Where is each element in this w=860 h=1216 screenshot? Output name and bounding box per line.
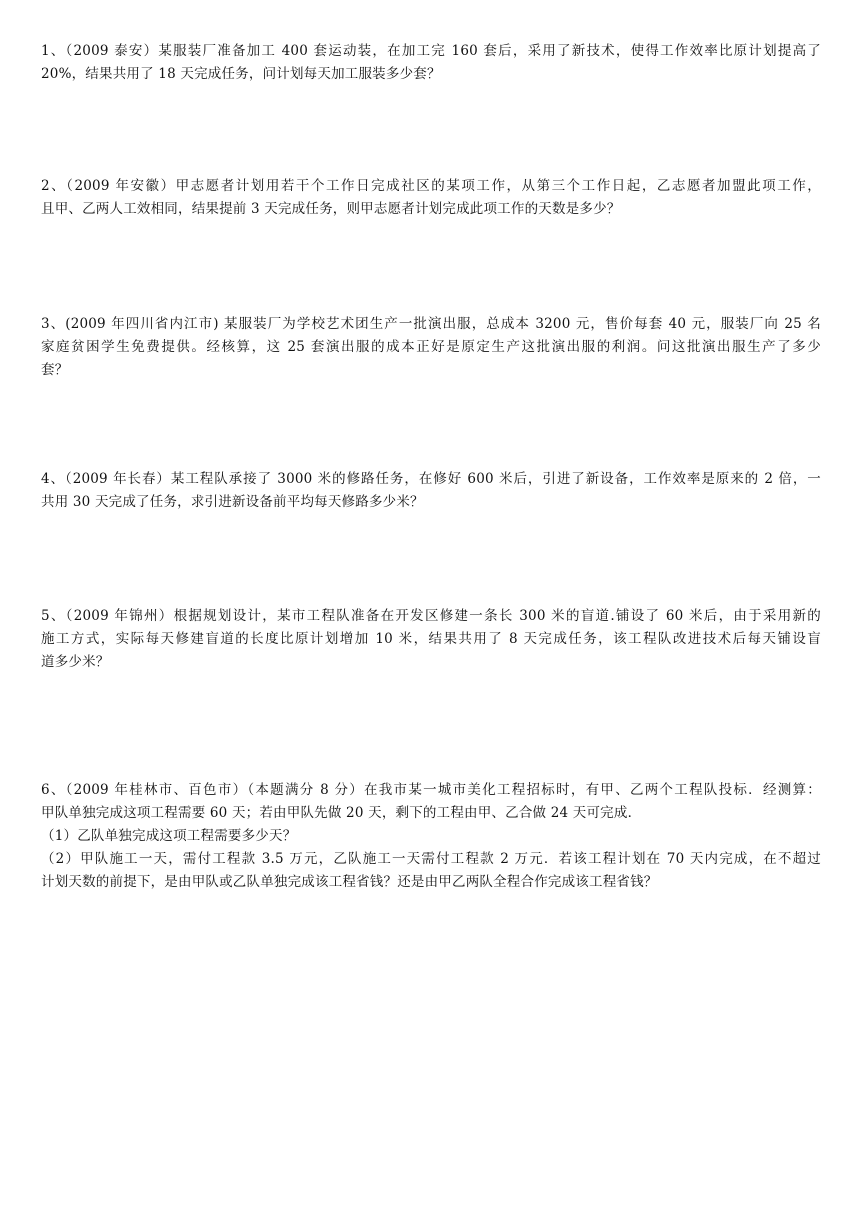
problem-5-line-3: 道多少米？ [41, 654, 110, 670]
problem-5 [41, 605, 821, 674]
problem-3-line-2: 家庭贫困学生免费提供。经核算，这 25 套演出服的成本正好是原定生产这批演出服的利润。问这批演出服生产了多少 [41, 339, 821, 355]
problem-2-line-2: 且甲、乙两人工效相同，结果提前 3 天完成任务，则甲志愿者计划完成此项工作的天数是多少？ [41, 201, 621, 217]
problem-6-line-2: 甲队单独完成这项工程需要 60 天；若由甲队先做 20 天，剩下的工程由甲、乙合做 24 天可完成． [41, 805, 642, 821]
problem-3-line-1: 3、(2009 年四川省内江市) 某服装厂为学校艺术团生产一批演出服，总成本 3200 元，售价每套 40 元，服装厂向 25 名 [41, 316, 821, 332]
problem-4 [41, 468, 821, 514]
problem-1 [41, 40, 821, 86]
problem-5-line-2: 施工方式，实际每天修建盲道的长度比原计划增加 10 米，结果共用了 8 天完成任务，该工程队改进技术后每天铺设盲 [41, 631, 821, 647]
problem-1-line-2: 20%，结果共用了 18 天完成任务，问计划每天加工服装多少套？ [41, 66, 441, 82]
problem-2-line-1: 2、（2009 年安徽）甲志愿者计划用若干个工作日完成社区的某项工作，从第三个工作日起，乙志愿者加盟此项工作， [41, 178, 821, 194]
problem-4-line-1: 4、（2009 年长春）某工程队承接了 3000 米的修路任务，在修好 600 米后，引进了新设备，工作效率是原来的 2 倍，一 [41, 471, 821, 487]
problem-6 [41, 779, 821, 894]
problem-1-line-1: 1、（2009 泰安）某服装厂准备加工 400 套运动装，在加工完 160 套后，采用了新技术，使得工作效率比原计划提高了 [41, 43, 821, 59]
problem-3 [41, 313, 821, 382]
problem-6-subquestion-2-line-2: 计划天数的前提下，是由甲队或乙队单独完成该工程省钱？还是由甲乙两队全程合作完成该工程省钱？ [41, 874, 658, 890]
problem-3-line-3: 套？ [41, 362, 69, 378]
problem-2 [41, 175, 821, 221]
problem-6-line-1: 6、（2009 年桂林市、百色市）（本题满分 8 分）在我市某一城市美化工程招标时，有甲、乙两个工程队投标．经测算： [41, 782, 821, 798]
problem-4-line-2: 共用 30 天完成了任务，求引进新设备前平均每天修路多少米？ [41, 494, 424, 510]
problem-5-line-1: 5、（2009 年锦州）根据规划设计，某市工程队准备在开发区修建一条长 300 米的盲道.铺设了 60 米后，由于采用新的 [41, 608, 821, 624]
problem-6-subquestion-2-line-1: （2）甲队施工一天，需付工程款 3.5 万元，乙队施工一天需付工程款 2 万元．若该工程计划在 70 天内完成，在不超过 [41, 851, 821, 867]
problem-6-subquestion-1: （1）乙队单独完成这项工程需要多少天？ [41, 828, 297, 844]
